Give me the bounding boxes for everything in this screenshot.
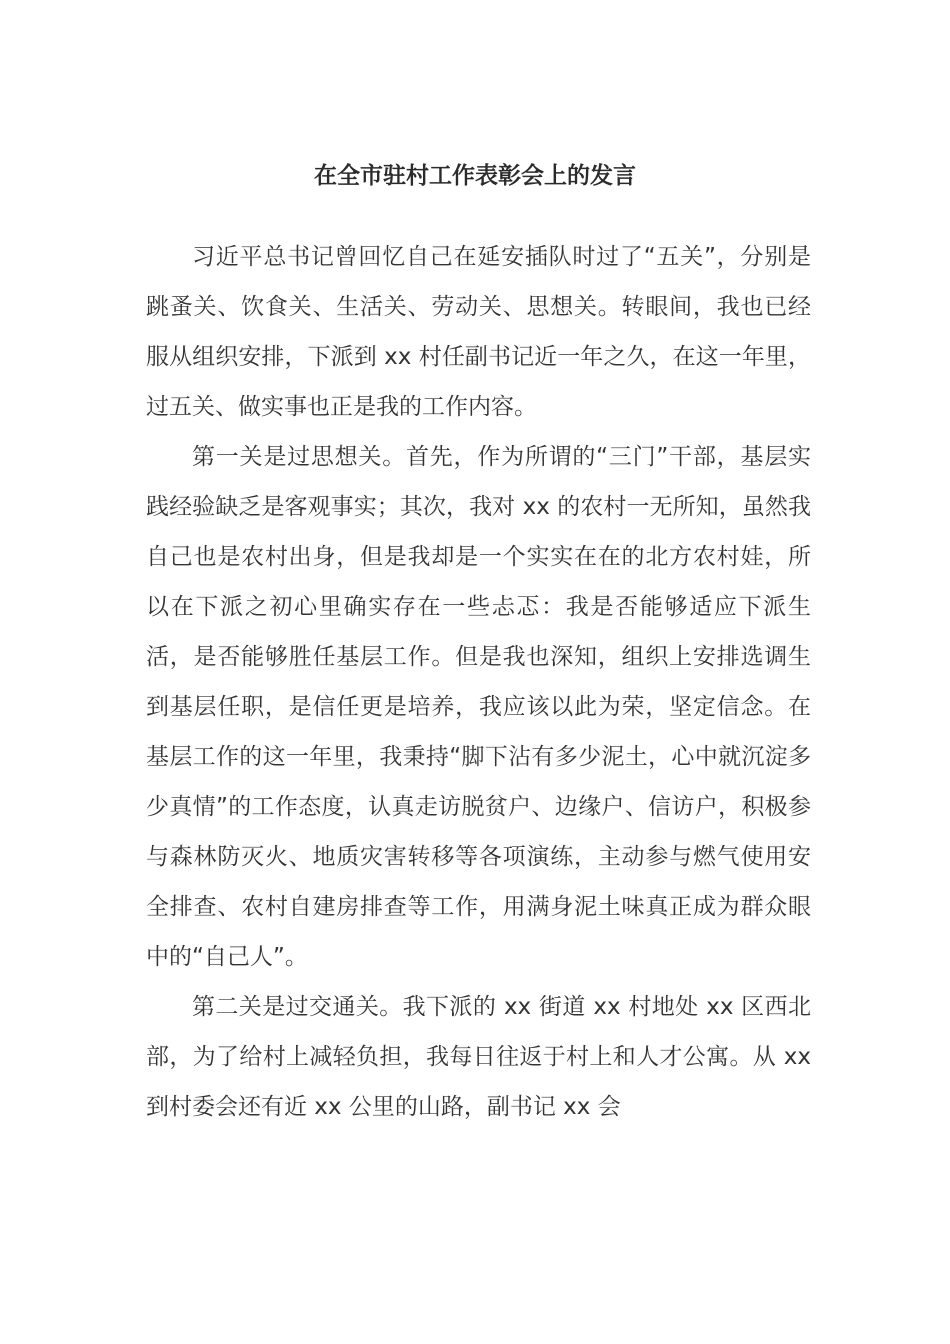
document-title: 在全市驻村工作表彰会上的发言 <box>314 163 636 189</box>
document-body <box>146 232 811 1132</box>
paragraph-1: 习近平总书记曾回忆自己在延安插队时过了“五关”，分别是跳蚤关、饮食关、生活关、劳动关、思想关。转眼间，我也已经服从组织安排，下派到 xx 村任副书记近一年之久，在这一年里，过五关、做实事也正是我的工作内容。 <box>146 244 811 420</box>
paragraph-2: 第一关是过思想关。首先，作为所谓的“三门”干部，基层实践经验缺乏是客观事实；其次，我对 xx 的农村一无所知，虽然我自己也是农村出身，但是我却是一个实实在在的北方农村娃，所以在下派之初心里确实存在一些忐忑：我是否能够适应下派生活，是否能够胜任基层工作。但是我也深知，组织上安排选调生到基层任职，是信任更是培养，我应该以此为荣，坚定信念。在基层工作的这一年里，我秉持“脚下沾有多少泥土，心中就沉淀多少真情”的工作态度，认真走访脱贫户、边缘户、信访户，积极参与森林防灭火、地质灾害转移等各项演练，主动参与燃气使用安全排查、农村自建房排查等工作，用满身泥土味真正成为群众眼中的“自己人”。 <box>146 444 811 970</box>
paragraph-3: 第二关是过交通关。我下派的 xx 街道 xx 村地处 xx 区西北部，为了给村上减轻负担，我每日往返于村上和人才公寓。从 xx 到村委会还有近 xx 公里的山路，副书记 xx 会 <box>146 994 811 1120</box>
